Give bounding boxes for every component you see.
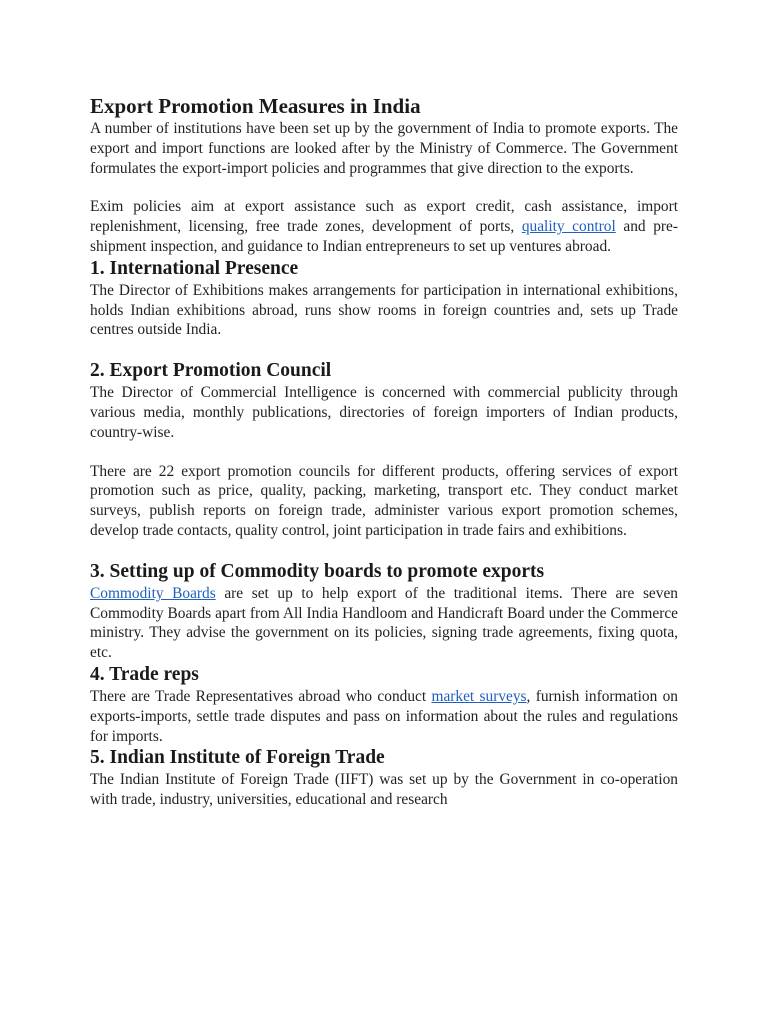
market-surveys-link[interactable]: market surveys: [431, 687, 527, 705]
section-heading-iift: 5. Indian Institute of Foreign Trade: [90, 747, 385, 769]
paragraph-spacer: [90, 178, 678, 197]
intro-text-before-link: Exim policies aim at export assistance such as export credit, cash assistance, import replenishment, licensing, free trade zones, development of ports,: [90, 198, 678, 236]
page-title: Export Promotion Measures in India: [90, 94, 421, 118]
export-promotion-council-paragraph-1: The Director of Commercial Intelligence is concerned with commercial publicity through various media, monthly publications, directories of foreign importers of Indian products, country-wise.: [90, 384, 678, 441]
commodity-boards-link[interactable]: Commodity Boards: [90, 584, 216, 602]
intro-paragraph-2: [90, 197, 678, 256]
paragraph-spacer: [90, 443, 678, 462]
commodity-boards-paragraph: [90, 584, 678, 663]
paragraph-spacer: [90, 541, 678, 560]
section-heading-commodity-boards: 3. Setting up of Commodity boards to promote exports: [90, 560, 545, 582]
trade-reps-paragraph: [90, 687, 678, 746]
export-promotion-council-paragraph-2: There are 22 export promotion councils for different products, offering services of export promotion such as price, quality, packing, marketing, transport etc. They conduct market surveys, publish reports on foreign trade, administer various export promotion schemes, develop trade contacts, quality control, joint participation in trade fairs and exhibitions.: [90, 462, 678, 539]
international-presence-paragraph: The Director of Exhibitions makes arrangements for participation in international exhibitions, holds Indian exhibitions abroad, runs show rooms in foreign countries and, sets up Trade centres outside India.: [90, 281, 678, 339]
document-content: [90, 93, 678, 810]
iift-paragraph: The Indian Institute of Foreign Trade (IIFT) was set up by the Government in co-operation with trade, industry, universities, educational and research: [90, 771, 678, 809]
section-heading-international-presence: 1. International Presence: [90, 257, 299, 279]
intro-paragraph-1: A number of institutions have been set up by the government of India to promote exports. The export and import functions are looked after by the Ministry of Commerce. The Government formulates the export-import policies and programmes that give direction to the exports.: [90, 120, 678, 177]
section-heading-trade-reps: 4. Trade reps: [90, 663, 199, 685]
commodity-boards-text: are set up to help export of the traditional items. There are seven Commodity Boards apart from All India Handloom and Handicraft Board under the Commerce ministry. They advise the government on its policies, signing trade agreements, fixing quota, etc.: [90, 584, 678, 662]
intro-text-after-link: and pre-shipment inspection, and guidance to Indian entrepreneurs to set up ventures abroad.: [90, 218, 678, 255]
trade-reps-text-before-link: There are Trade Representatives abroad who conduct: [90, 687, 432, 705]
trade-reps-text-after-link: , furnish information on exports-imports, settle trade disputes and pass on information about the rules and regulations for imports.: [90, 687, 678, 745]
section-heading-export-promotion-council: 2. Export Promotion Council: [90, 360, 332, 382]
paragraph-spacer: [90, 340, 678, 359]
quality-control-link[interactable]: quality control: [521, 218, 616, 236]
